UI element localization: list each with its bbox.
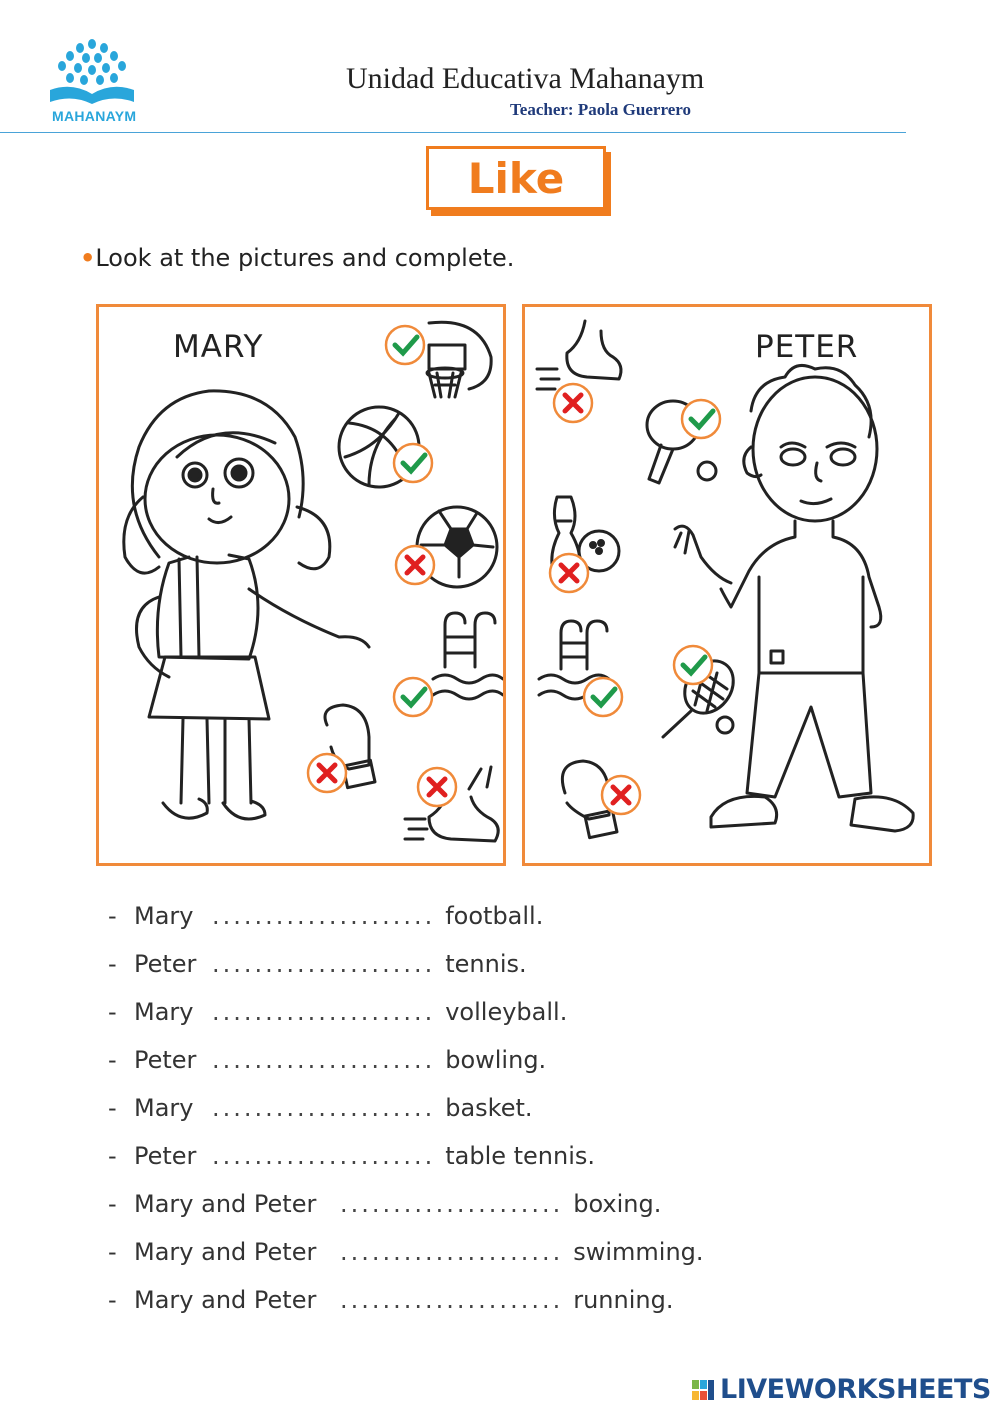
answer-blank[interactable]: ..................... <box>212 1046 436 1074</box>
answer-blank[interactable]: ..................... <box>340 1286 564 1314</box>
answer-blank[interactable]: ..................... <box>212 950 436 978</box>
instruction-text: Look at the pictures and complete. <box>95 244 515 272</box>
sentence-subject: Mary and Peter <box>134 1190 317 1218</box>
sentence-dash: - <box>108 1190 117 1218</box>
peter-illustration <box>525 307 929 863</box>
header-divider <box>0 132 906 133</box>
sentence-dash: - <box>108 1046 117 1074</box>
liveworksheets-brand <box>692 1374 991 1405</box>
sentence-row <box>108 1046 546 1074</box>
sentence-dash: - <box>108 998 117 1026</box>
mary-illustration <box>99 307 503 863</box>
badge-running-cross <box>554 384 592 422</box>
answer-blank[interactable]: ..................... <box>340 1238 564 1266</box>
instruction <box>80 244 514 272</box>
sentence-ending: boxing. <box>573 1190 662 1218</box>
liveworksheets-text: LIVEWORKSHEETS <box>720 1374 991 1405</box>
teacher-name: Teacher: Paola Guerrero <box>510 100 691 119</box>
badge-bowling-cross <box>550 554 588 592</box>
badge-basketball-check <box>386 326 424 364</box>
sentence-subject: Peter <box>134 1046 197 1074</box>
liveworksheets-logo-icon <box>692 1378 716 1402</box>
sentence-row <box>108 998 567 1026</box>
sentence-dash: - <box>108 1094 117 1122</box>
sentence-row <box>108 1142 595 1170</box>
sentence-subject: Peter <box>134 1142 197 1170</box>
badge-pool-check <box>394 678 432 716</box>
answer-blank[interactable]: ..................... <box>212 1142 436 1170</box>
school-name: Unidad Educativa Mahanaym <box>346 62 705 95</box>
badge-volleyball-check <box>394 444 432 482</box>
badge-boxing-cross <box>602 776 640 814</box>
sentence-row <box>108 1190 661 1218</box>
sentence-subject: Mary <box>134 998 194 1026</box>
page-title: Like <box>467 153 565 203</box>
basketball-hoop-icon <box>427 322 491 397</box>
sentence-ending: tennis. <box>445 950 527 978</box>
bullet-icon: • <box>80 244 96 272</box>
badge-pool-check <box>584 678 622 716</box>
sentence-dash: - <box>108 950 117 978</box>
sentence-ending: running. <box>573 1286 674 1314</box>
sentence-subject: Mary <box>134 902 194 930</box>
swimming-pool-icon <box>433 613 503 699</box>
sentence-row <box>108 1094 533 1122</box>
sentence-dash: - <box>108 1286 117 1314</box>
running-shoe-icon <box>537 321 621 389</box>
sentence-subject: Mary <box>134 1094 194 1122</box>
logo-text: MAHANAYM <box>52 108 137 124</box>
sentence-row <box>108 950 527 978</box>
sentence-row <box>108 1286 673 1314</box>
sentence-subject: Mary and Peter <box>134 1286 317 1314</box>
badge-tennis-check <box>674 646 712 684</box>
badge-boxing-cross <box>308 754 346 792</box>
sentence-dash: - <box>108 902 117 930</box>
peter-label: PETER <box>755 329 859 365</box>
badge-football-cross <box>396 546 434 584</box>
sentence-dash: - <box>108 1142 117 1170</box>
sentence-subject: Peter <box>134 950 197 978</box>
sentence-row <box>108 902 543 930</box>
sentence-ending: swimming. <box>573 1238 704 1266</box>
mary-panel <box>96 304 506 866</box>
sentence-ending: bowling. <box>445 1046 547 1074</box>
sentence-dash: - <box>108 1238 117 1266</box>
peter-panel <box>522 304 932 866</box>
sentence-ending: table tennis. <box>445 1142 596 1170</box>
badge-running-cross <box>418 768 456 806</box>
answer-blank[interactable]: ..................... <box>340 1190 564 1218</box>
sentence-ending: volleyball. <box>445 998 568 1026</box>
answer-blank[interactable]: ..................... <box>212 1094 436 1122</box>
sentence-ending: basket. <box>445 1094 533 1122</box>
answer-blank[interactable]: ..................... <box>212 998 436 1026</box>
sentence-ending: football. <box>445 902 544 930</box>
sentence-subject: Mary and Peter <box>134 1238 317 1266</box>
sentence-row <box>108 1238 704 1266</box>
title-box <box>426 146 606 210</box>
badge-table-tennis-check <box>682 400 720 438</box>
answer-blank[interactable]: ..................... <box>212 902 436 930</box>
mary-label: MARY <box>173 329 264 365</box>
